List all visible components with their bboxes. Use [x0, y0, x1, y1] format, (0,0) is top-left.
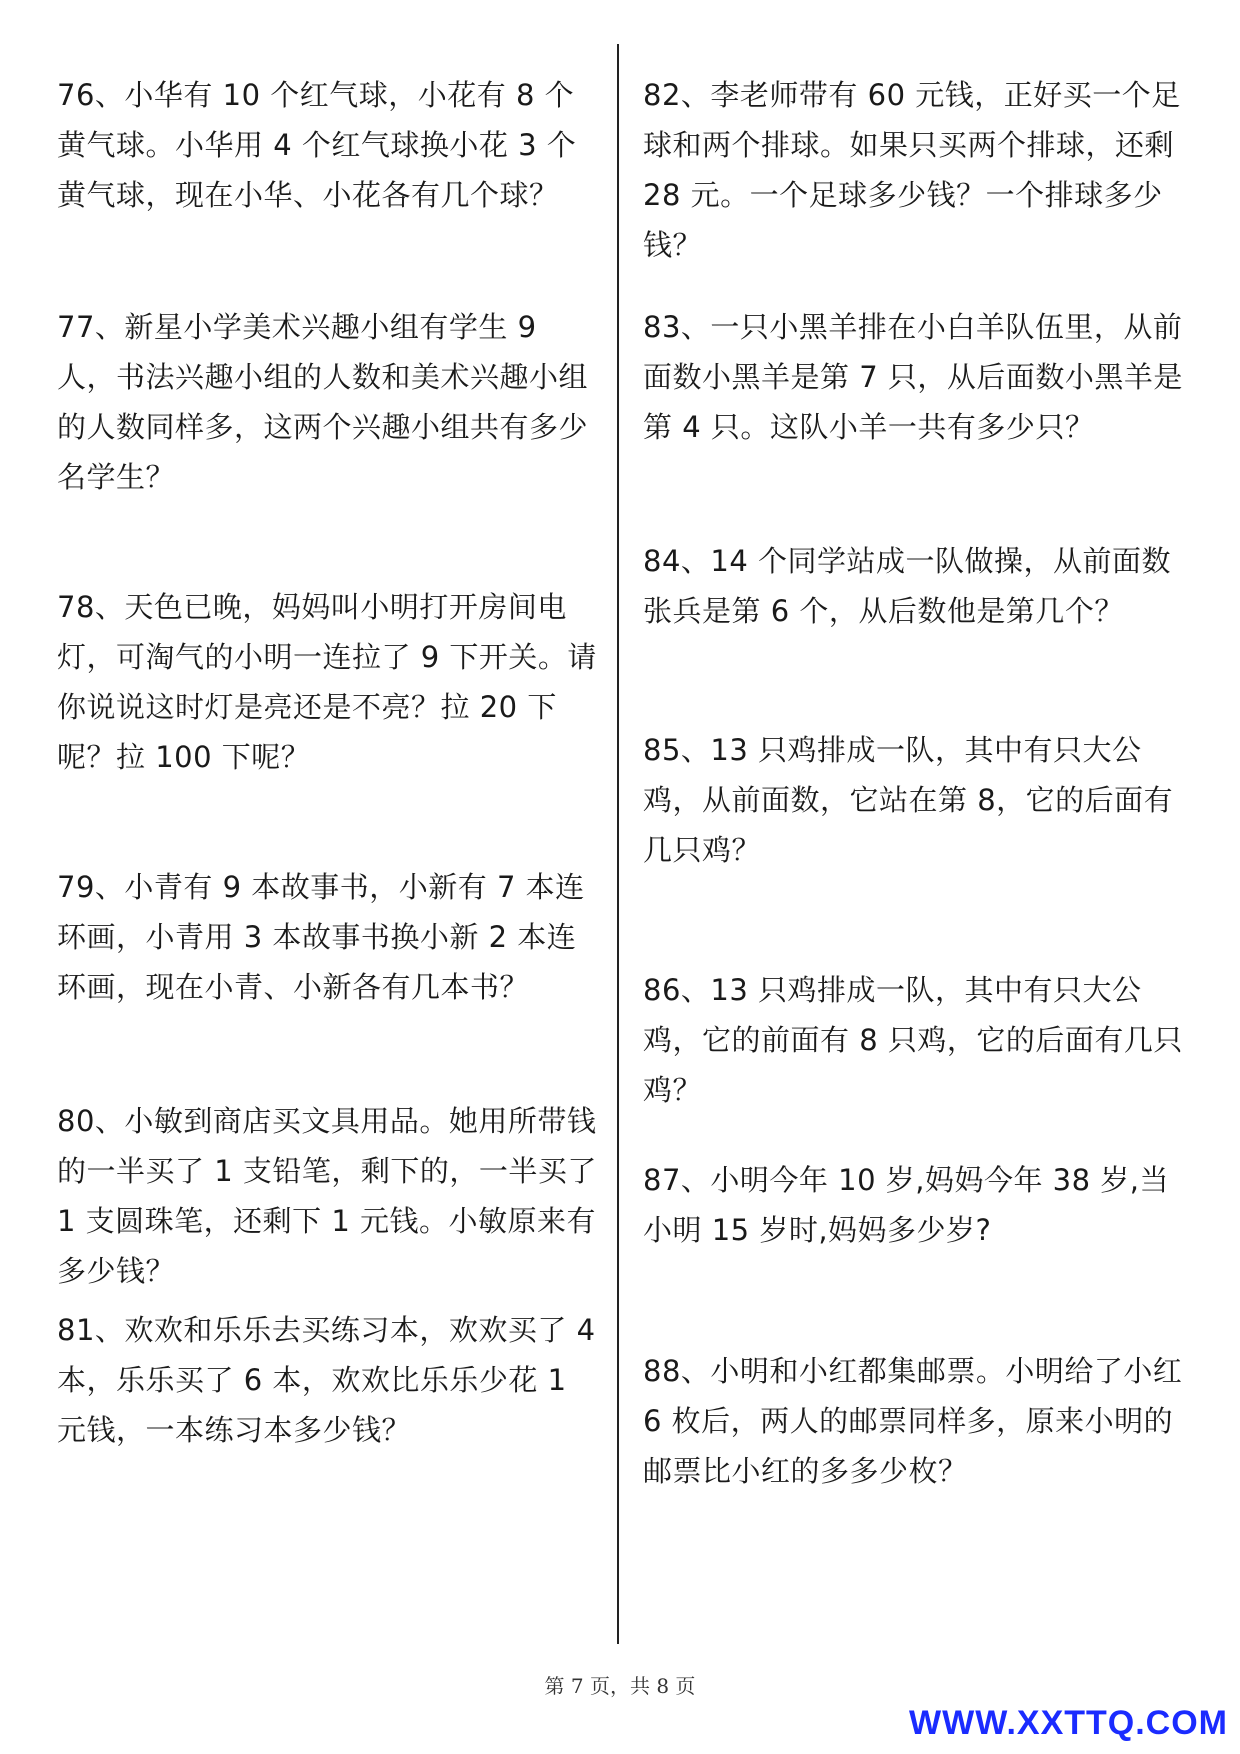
question-85: 85、13 只鸡排成一队，其中有只大公鸡，从前面数，它站在第 8，它的后面有几只鸡？ [643, 733, 1174, 867]
question-84: 84、14 个同学站成一队做操，从前面数张兵是第 6 个，从后数他是第几个？ [643, 544, 1172, 628]
question-79: 79、小青有 9 本故事书，小新有 7 本连环画，小青用 3 本故事书换小新 2 本连环画，现在小青、小新各有几本书？ [57, 870, 585, 1004]
question-86: 86、13 只鸡排成一队，其中有只大公鸡，它的前面有 8 只鸡，它的后面有几只鸡？ [643, 973, 1183, 1107]
question-78: 78、天色已晚，妈妈叫小明打开房间电灯，可淘气的小明一连拉了 9 下开关。请你说说这时灯是亮还是不亮？拉 20 下呢？拉 100 下呢？ [57, 590, 597, 774]
watermark: WWW.XXTTQ.COM [909, 1704, 1228, 1742]
question-83: 83、一只小黑羊排在小白羊队伍里，从前面数小黑羊是第 7 只，从后面数小黑羊是第 4 只。这队小羊一共有多少只？ [643, 310, 1183, 444]
question-82: 82、李老师带有 60 元钱，正好买一个足球和两个排球。如果只买两个排球，还剩 28 元。一个足球多少钱？一个排球多少钱？ [643, 78, 1181, 262]
question-88: 88、小明和小红都集邮票。小明给了小红 6 枚后，两人的邮票同样多，原来小明的邮票比小红的多多少枚？ [643, 1354, 1183, 1488]
question-80: 80、小敏到商店买文具用品。她用所带钱的一半买了 1 支铅笔，剩下的，一半买了 1 支圆珠笔，还剩下 1 元钱。小敏原来有多少钱？ [57, 1104, 597, 1288]
question-77: 77、新星小学美术兴趣小组有学生 9 人，书法兴趣小组的人数和美术兴趣小组的人数同样多，这两个兴趣小组共有多少名学生？ [57, 310, 589, 494]
column-divider [617, 44, 619, 1644]
question-81: 81、欢欢和乐乐去买练习本，欢欢买了 4 本，乐乐买了 6 本，欢欢比乐乐少花 1 元钱，一本练习本多少钱？ [57, 1313, 596, 1447]
question-76: 76、小华有 10 个红气球，小花有 8 个黄气球。小华用 4 个红气球换小花 3 个黄气球，现在小华、小花各有几个球？ [57, 78, 577, 212]
question-87: 87、小明今年 10 岁,妈妈今年 38 岁,当小明 15 岁时,妈妈多少岁? [643, 1163, 1170, 1247]
page-footer: 第 7 页，共 8 页 [544, 1674, 696, 1698]
